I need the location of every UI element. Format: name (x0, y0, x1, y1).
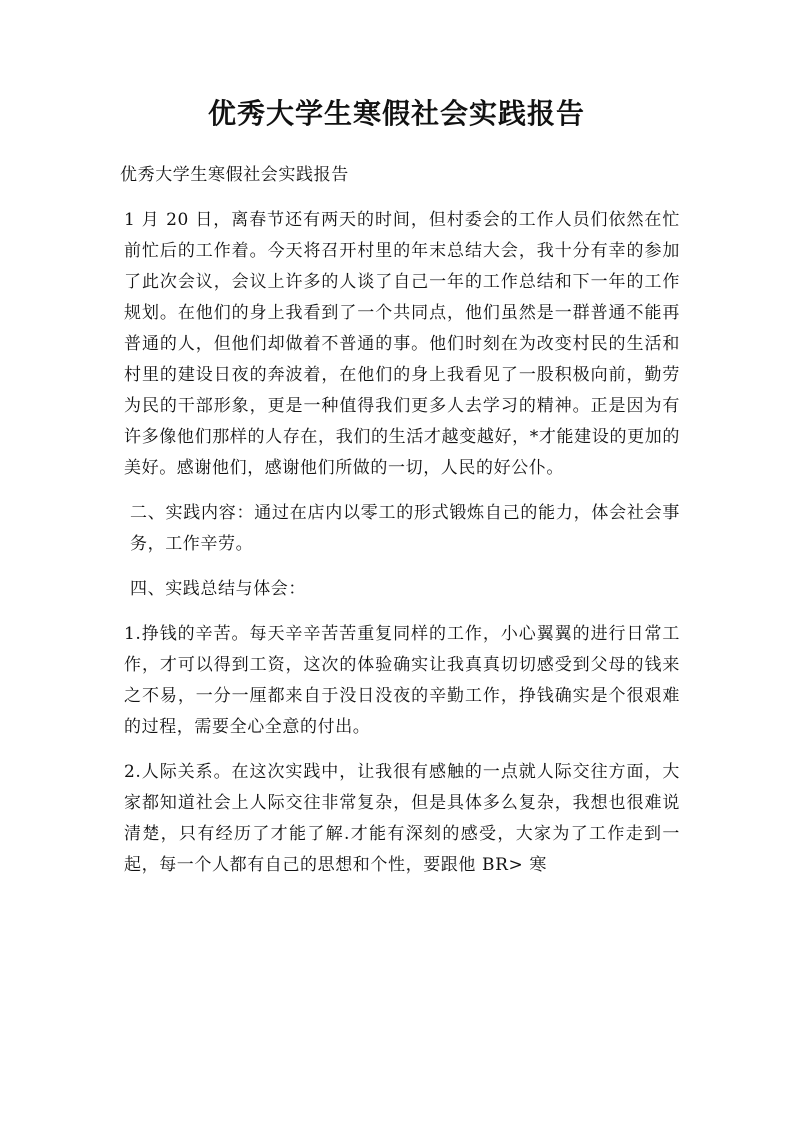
paragraph-summary-heading: 四、实践总结与体会： (130, 579, 306, 599)
paragraph-practice-content: 二、实践内容：通过在店内以零工的形式锻炼自己的能力，体会社会事务，工作辛劳。 (130, 503, 680, 554)
document-body (120, 160, 680, 895)
document-title: 优秀大学生寒假社会实践报告 (207, 97, 585, 130)
subtitle-paragraph: 优秀大学生寒假社会实践报告 (120, 165, 349, 185)
paragraph-meeting: 1 月 20 日，离春节还有两天的时间，但村委会的工作人员们依然在忙前忙后的工作着。今天将召开村里的年末总结大会，我十分有幸的参加了此次会议，会议上许多的人谈了自己一年的工作总结和下一年的工作规划。在他们的身上我看到了一个共同点，他们虽然是一群普通不能再普通的人，但他们却做着不普通的事。他们时刻在为改变村民的生活和村里的建设日夜的奔波着，在他们的身上我看见了一股积极向前，勤劳为民的干部形象，更是一种值得我们更多人去学习的精神。正是因为有许多像他们那样的人存在，我们的生活才越变越好，*才能建设的更加的美好。感谢他们，感谢他们所做的一切，人民的好公仆。 (124, 210, 680, 478)
paragraph-interpersonal: 2.人际关系。在这次实践中，让我很有感触的一点就人际交往方面，大家都知道社会上人际交往非常复杂，但是具体多么复杂，我想也很难说清楚，只有经历了才能了解.才能有深刻的感受，大家为了工作走到一起，每一个人都有自己的思想和个性，要跟他 BR> 寒 (124, 762, 680, 875)
paragraph-earning-money: 1.挣钱的辛苦。每天辛辛苦苦重复同样的工作，小心翼翼的进行日常工作，才可以得到工资，这次的体验确实让我真真切切感受到父母的钱来之不易，一分一厘都来自于没日没夜的辛勤工作，挣钱确实是个很艰难的过程，需要全心全意的付出。 (124, 624, 680, 737)
